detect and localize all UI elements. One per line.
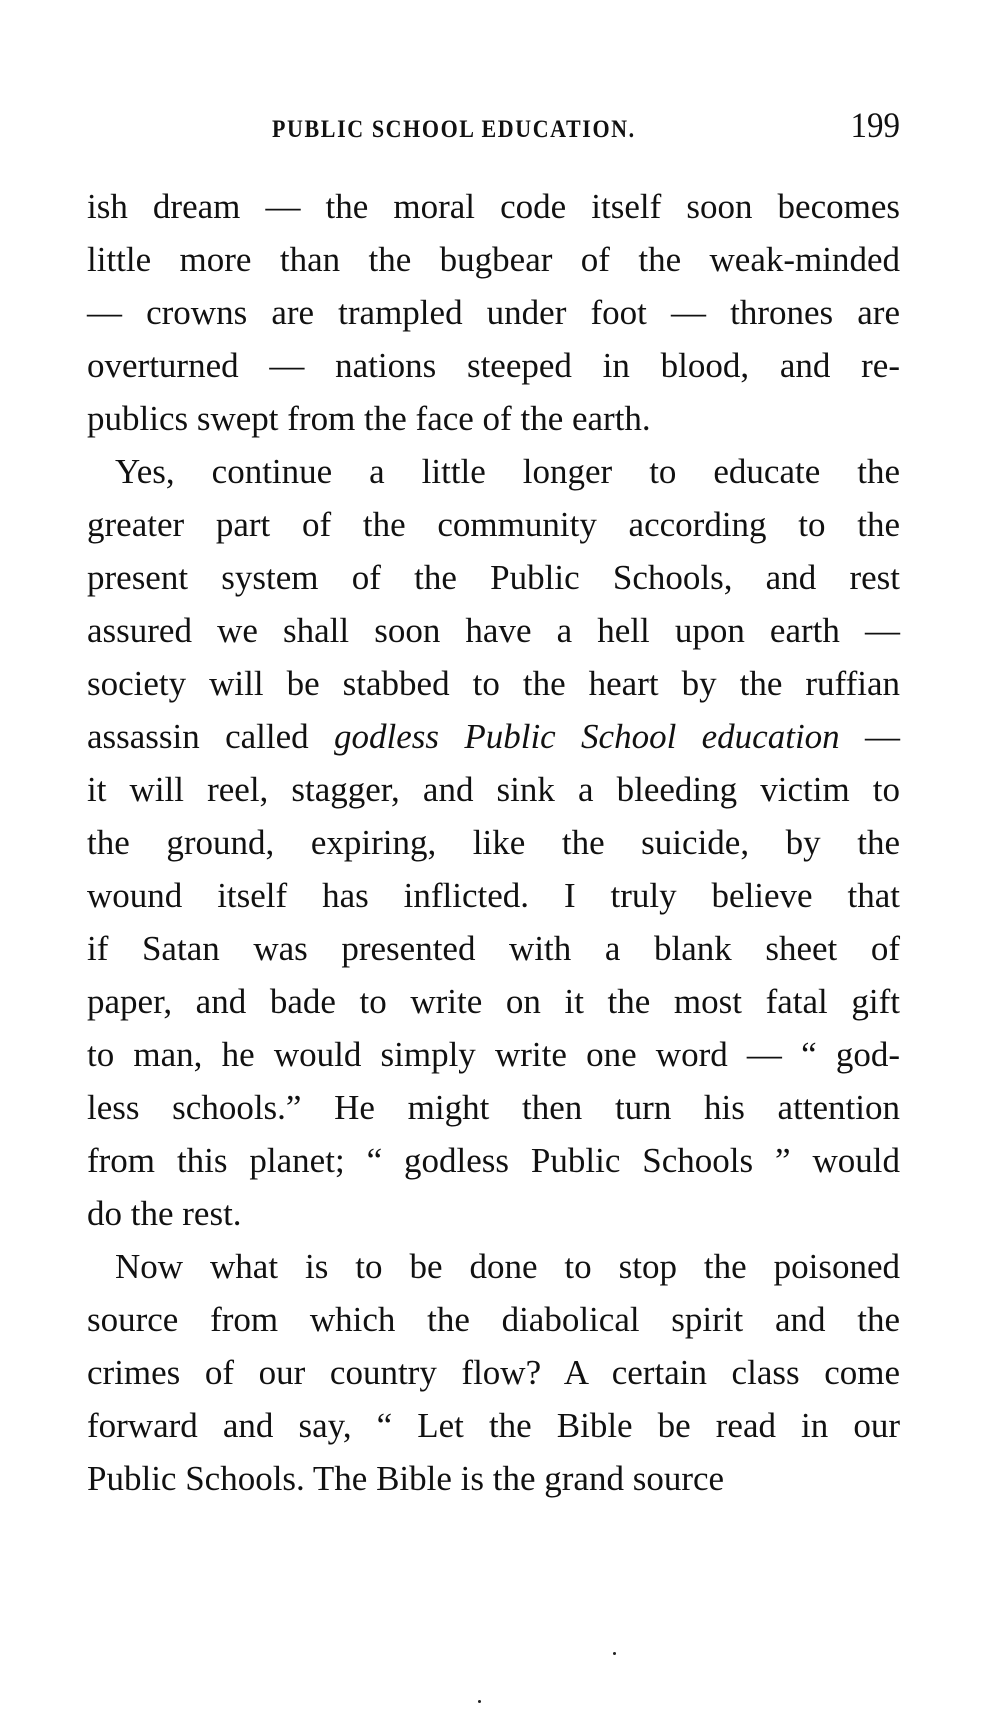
text-segment: Now what is to be done to stop the poisoned xyxy=(115,1247,900,1286)
body-text xyxy=(87,180,900,1505)
text-segment: — crowns are trampled under foot — thrones are xyxy=(87,293,900,332)
running-title: PUBLIC SCHOOL EDUCATION. xyxy=(272,114,636,143)
text-line xyxy=(87,551,900,604)
text-line xyxy=(87,869,900,922)
text-segment: assured we shall soon have a hell upon earth — xyxy=(87,611,900,650)
text-segment: greater part of the community according to the xyxy=(87,505,900,544)
text-line xyxy=(87,1346,900,1399)
text-segment: forward and say, “ Let the Bible be read in our xyxy=(87,1406,900,1445)
text-segment: — xyxy=(839,717,901,756)
text-line xyxy=(87,233,900,286)
text-line xyxy=(87,498,900,551)
text-line xyxy=(87,1187,900,1240)
text-line xyxy=(87,975,900,1028)
text-line xyxy=(87,1452,900,1505)
paragraph xyxy=(87,445,900,1240)
text-segment: publics swept from the face of the earth. xyxy=(87,399,651,438)
text-line xyxy=(87,657,900,710)
text-segment: society will be stabbed to the heart by the ruffian xyxy=(87,664,900,703)
paragraph xyxy=(87,1240,900,1505)
text-line xyxy=(87,180,900,233)
text-segment: overturned — nations steeped in blood, and re- xyxy=(87,346,900,385)
text-segment: paper, and bade to write on it the most fatal gift xyxy=(87,982,900,1021)
italic-emphasis: godless Public School education xyxy=(334,717,840,756)
text-segment: ish dream — the moral code itself soon becomes xyxy=(87,187,900,226)
text-line xyxy=(87,922,900,975)
text-line xyxy=(87,1240,900,1293)
text-line xyxy=(87,286,900,339)
text-line xyxy=(87,763,900,816)
text-line xyxy=(87,339,900,392)
text-segment: source from which the diabolical spirit and the xyxy=(87,1300,900,1339)
text-segment: Yes, continue a little longer to educate the xyxy=(115,452,900,491)
page-number: 199 xyxy=(850,106,900,146)
text-line xyxy=(87,816,900,869)
text-line xyxy=(87,604,900,657)
text-line xyxy=(87,710,900,763)
text-segment: the ground, expiring, like the suicide, by the xyxy=(87,823,900,862)
text-segment: less schools.” He might then turn his attention xyxy=(87,1088,900,1127)
text-segment: if Satan was presented with a blank sheet of xyxy=(87,929,900,968)
text-segment: it will reel, stagger, and sink a bleeding victim to xyxy=(87,770,900,809)
text-segment: assassin called xyxy=(87,717,335,756)
text-line xyxy=(87,1081,900,1134)
paragraph xyxy=(87,180,900,445)
text-line xyxy=(87,1134,900,1187)
text-segment: Public Schools. The Bible is the grand source xyxy=(87,1459,725,1498)
text-line xyxy=(87,392,900,445)
text-segment: wound itself has inflicted. I truly believe that xyxy=(87,876,900,915)
running-head xyxy=(87,106,900,146)
text-segment: present system of the Public Schools, and rest xyxy=(87,558,900,597)
scan-speck xyxy=(613,1652,616,1655)
text-segment: little more than the bugbear of the weak-minded xyxy=(87,240,900,279)
text-segment: to man, he would simply write one word — “ god- xyxy=(87,1035,900,1074)
text-line xyxy=(87,1293,900,1346)
text-line xyxy=(87,445,900,498)
scan-speck xyxy=(478,1700,481,1703)
text-line xyxy=(87,1399,900,1452)
text-segment: do the rest. xyxy=(87,1194,242,1233)
text-line xyxy=(87,1028,900,1081)
text-segment: from this planet; “ godless Public Schools ” would xyxy=(87,1141,900,1180)
text-segment: crimes of our country flow? A certain class come xyxy=(87,1353,900,1392)
